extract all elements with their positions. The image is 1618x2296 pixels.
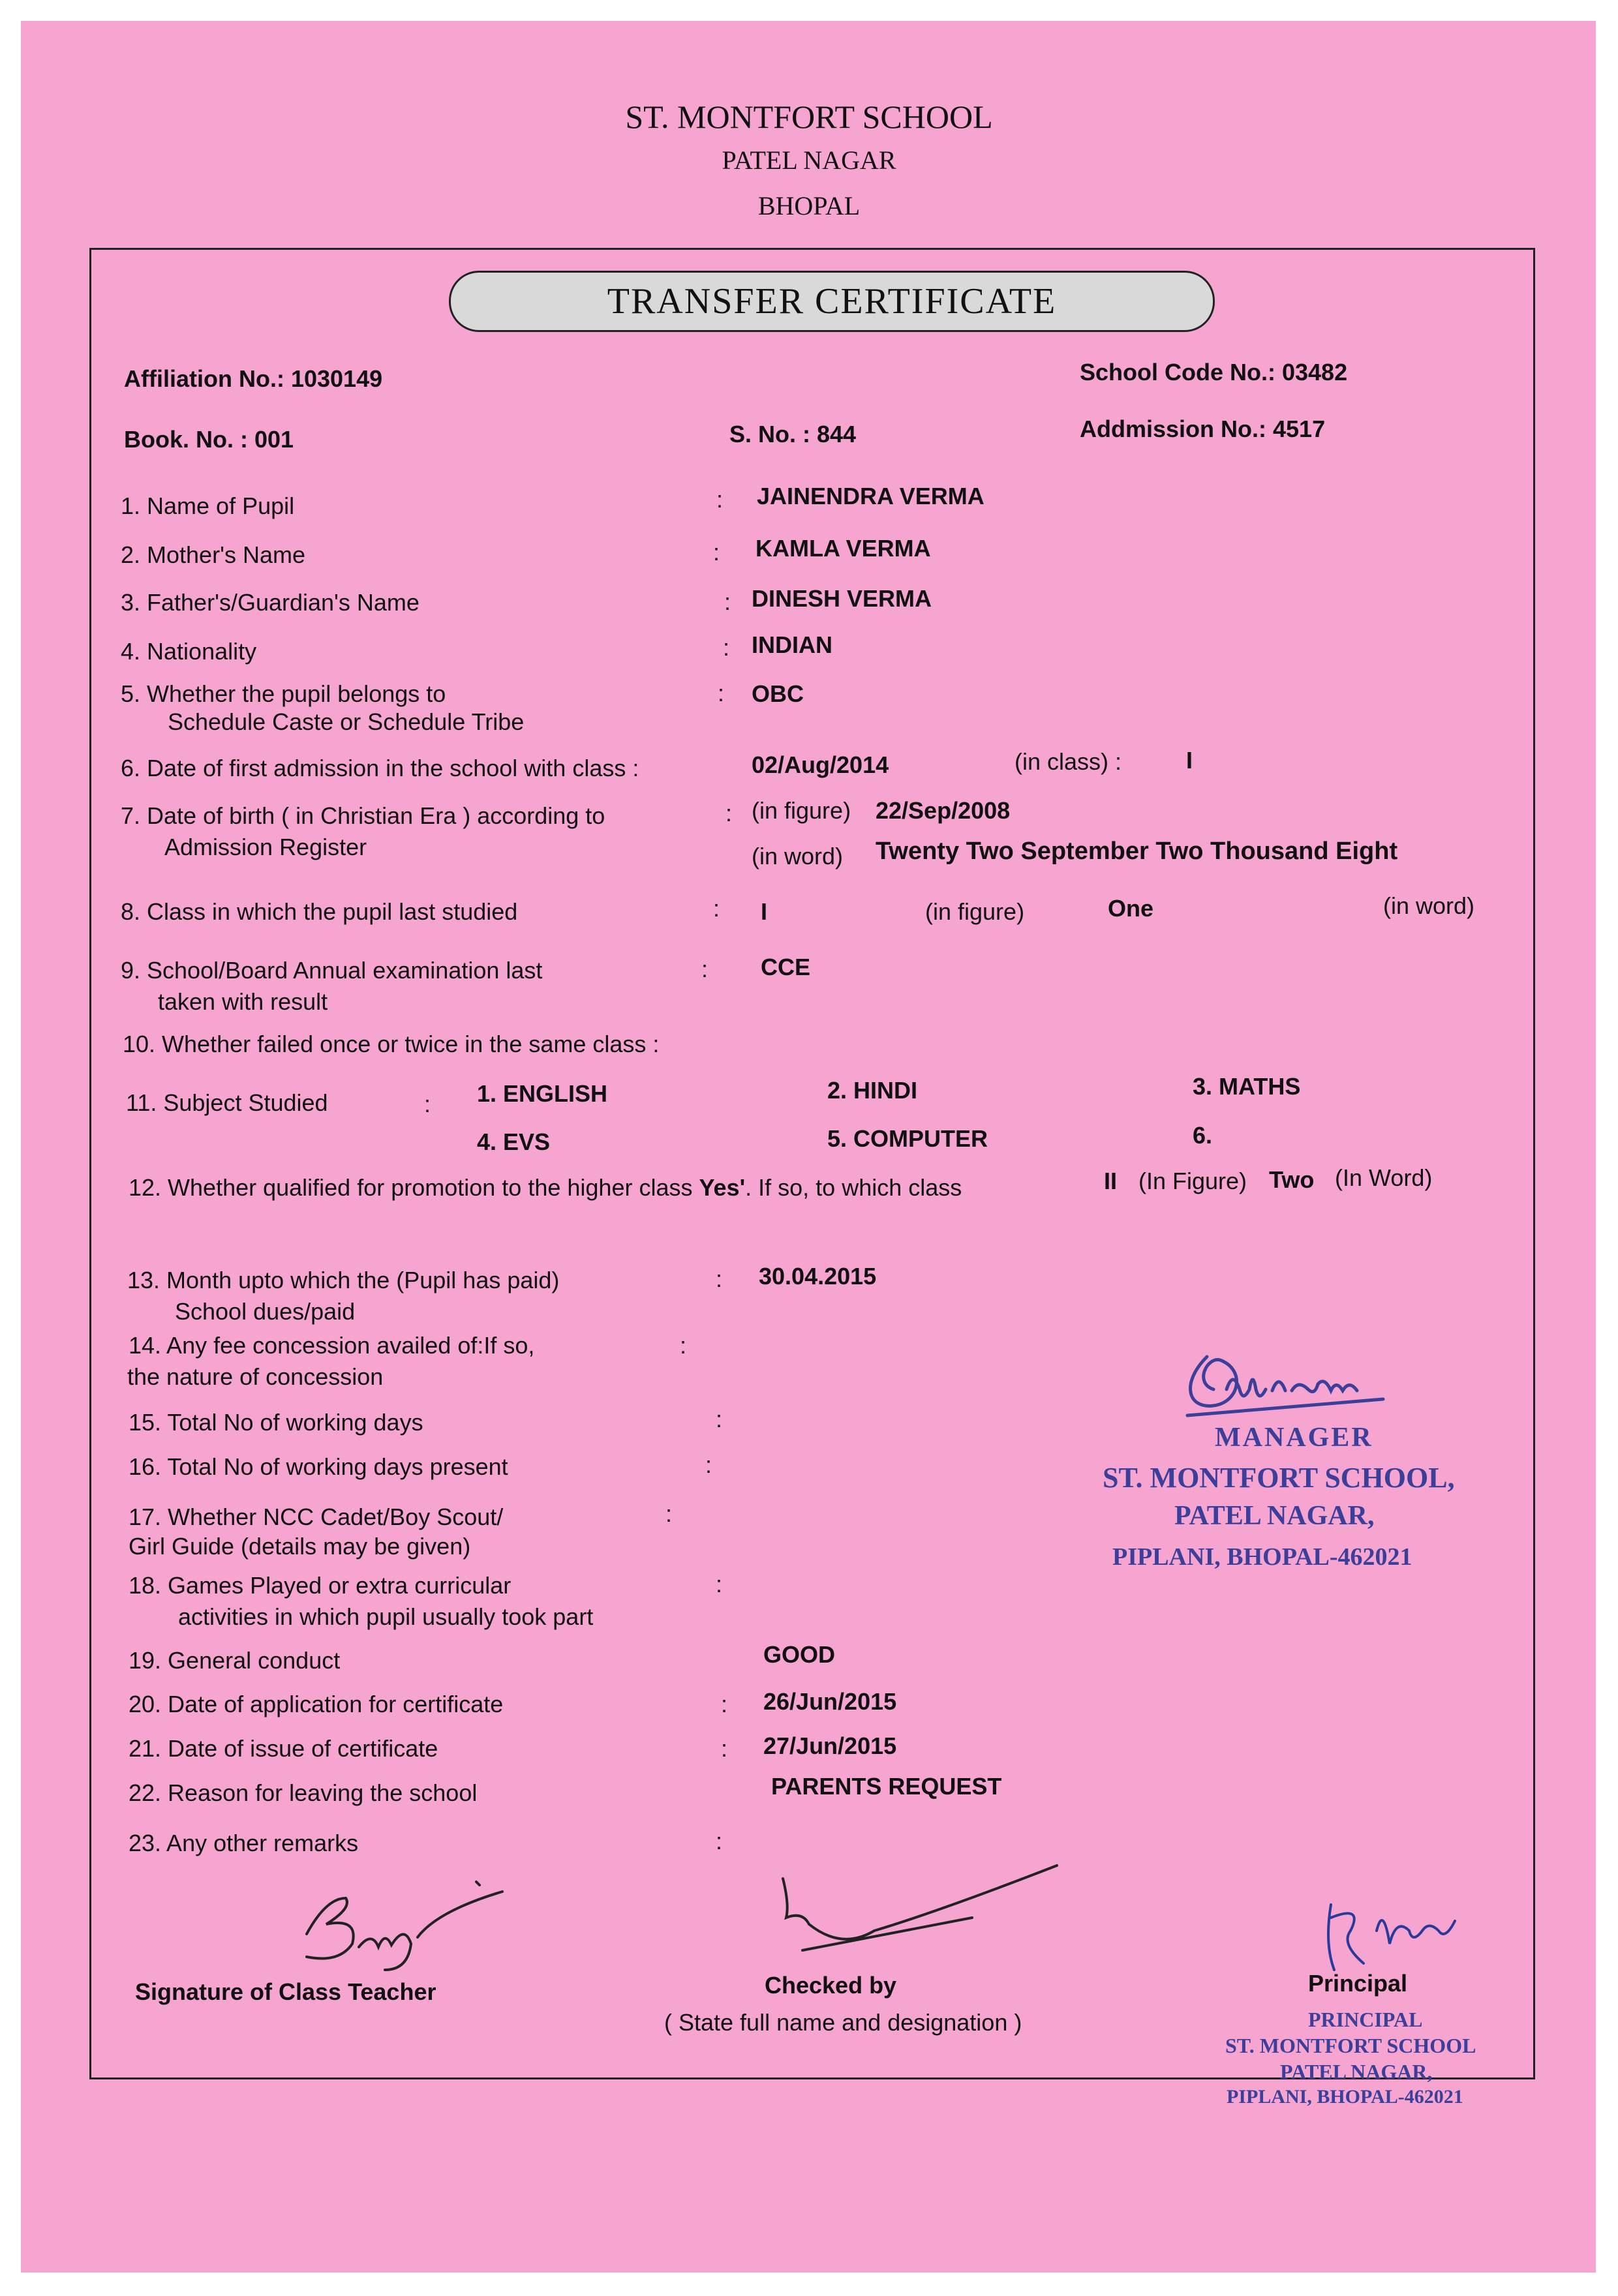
subject: 2. HINDI (827, 1077, 918, 1104)
item-label: 6. Date of first admission in the school with class : (121, 755, 639, 781)
item-label: 3. Father's/Guardian's Name (121, 589, 420, 616)
subject: 4. EVS (477, 1128, 551, 1155)
in-figure-label: (in figure) (752, 797, 851, 824)
promotion-answer: Yes' (699, 1174, 746, 1201)
school-city: BHOPAL (757, 191, 861, 220)
item-label: 5. Whether the pupil belongs to (121, 680, 446, 707)
item-label: 9. School/Board Annual examination last (121, 957, 543, 984)
school-code: School Code No.: 03482 (1080, 359, 1348, 385)
item-label: 23. Any other remarks (129, 1830, 359, 1856)
colon: : (716, 1571, 723, 1597)
in-word-label: (In Word) (1335, 1164, 1433, 1191)
in-word-label: (in word) (752, 843, 844, 869)
checked-by-signature (744, 1852, 1070, 1976)
general-conduct: GOOD (763, 1641, 836, 1668)
manager-stamp-school: ST. MONTFORT SCHOOL, (1103, 1462, 1455, 1494)
principal-stamp-city: PIPLANI, BHOPAL-462021 (1227, 2086, 1463, 2107)
item-label: 15. Total No of working days (129, 1409, 423, 1436)
promotion-class-word: Two (1269, 1166, 1315, 1193)
father-name: DINESH VERMA (752, 585, 932, 612)
class-teacher-signature (281, 1872, 515, 1983)
item-label: 1. Name of Pupil (121, 492, 295, 519)
serial-number: S. No. : 844 (729, 421, 857, 447)
issue-date: 27/Jun/2015 (763, 1732, 897, 1759)
item-label: 2. Mother's Name (121, 541, 305, 568)
item-label: 20. Date of application for certificate (129, 1691, 504, 1717)
item-label-cont: Girl Guide (details may be given) (129, 1533, 471, 1560)
subject: 3. MATHS (1193, 1073, 1301, 1100)
school-address-line: PATEL NAGAR (722, 145, 896, 175)
colon: : (721, 1691, 728, 1717)
in-class-label: (in class) : (1015, 748, 1122, 775)
item-label (129, 1174, 962, 1201)
mother-name: KAMLA VERMA (756, 535, 931, 562)
dues-paid-upto: 30.04.2015 (759, 1263, 877, 1290)
colon: : (424, 1091, 431, 1117)
first-admission-date: 02/Aug/2014 (752, 751, 889, 778)
item-label: 19. General conduct (129, 1647, 341, 1674)
principal-stamp-address: PATEL NAGAR, (1280, 2060, 1433, 2083)
colon: : (716, 1828, 723, 1854)
in-figure-label: (in figure) (925, 898, 1025, 925)
manager-stamp-address: PATEL NAGAR, (1174, 1501, 1375, 1531)
checked-by-note: ( State full name and designation ) (664, 2009, 1022, 2036)
checked-by-label: Checked by (765, 1972, 897, 1999)
item-label: 7. Date of birth ( in Christian Era ) according to (121, 802, 605, 829)
promotion-question: . If so, to which class (745, 1174, 962, 1201)
item-label: 14. Any fee concession availed of:If so, (129, 1332, 535, 1359)
manager-stamp-title: MANAGER (1215, 1423, 1373, 1453)
admission-number: Addmission No.: 4517 (1080, 415, 1326, 442)
promotion-class-figure: II (1104, 1168, 1118, 1194)
book-number: Book. No. : 001 (124, 426, 294, 453)
affiliation-number: Affiliation No.: 1030149 (124, 365, 383, 392)
last-class-figure: I (761, 898, 768, 925)
dob-word: Twenty Two September Two Thousand Eight (876, 838, 1398, 865)
item-label: 4. Nationality (121, 638, 257, 665)
application-date: 26/Jun/2015 (763, 1688, 897, 1715)
item-label-cont: Schedule Caste or Schedule Tribe (168, 708, 525, 735)
colon: : (701, 956, 709, 982)
exam-result: CCE (761, 954, 811, 980)
colon: : (705, 1451, 712, 1478)
leaving-reason: PARENTS REQUEST (771, 1773, 1002, 1800)
principal-signature (1305, 1892, 1474, 1983)
manager-signature (1168, 1344, 1403, 1428)
colon: : (716, 486, 724, 513)
colon: : (718, 680, 725, 706)
item-label: 17. Whether NCC Cadet/Boy Scout/ (129, 1503, 504, 1530)
principal-stamp-title: PRINCIPAL (1308, 2008, 1423, 2031)
item-label-cont: taken with result (158, 988, 328, 1015)
nationality: INDIAN (752, 631, 832, 658)
in-figure-label: (In Figure) (1138, 1168, 1247, 1194)
pupil-name: JAINENDRA VERMA (757, 483, 985, 509)
item-label: 11. Subject Studied (126, 1089, 328, 1116)
colon: : (680, 1332, 687, 1359)
dob-figure: 22/Sep/2008 (876, 797, 1011, 824)
principal-stamp-school: ST. MONTFORT SCHOOL (1225, 2034, 1476, 2057)
colon: : (723, 634, 730, 661)
caste-category: OBC (752, 680, 804, 707)
colon: : (713, 895, 720, 922)
colon: : (721, 1735, 728, 1762)
item-label-cont: Admission Register (164, 834, 367, 860)
principal-label: Principal (1308, 1970, 1408, 1997)
item-label: 10. Whether failed once or twice in the same class : (123, 1031, 660, 1057)
promotion-label: 12. Whether qualified for promotion to the higher class (129, 1174, 693, 1201)
colon: : (724, 588, 731, 615)
subject: 1. ENGLISH (477, 1080, 608, 1107)
certificate-title: TRANSFER CERTIFICATE (449, 271, 1215, 332)
item-label: 22. Reason for leaving the school (129, 1779, 478, 1806)
colon: : (725, 800, 733, 826)
item-label: 8. Class in which the pupil last studied (121, 898, 518, 925)
item-label-cont: School dues/paid (175, 1298, 356, 1325)
item-label-cont: the nature of concession (127, 1363, 384, 1390)
item-label: 16. Total No of working days present (129, 1453, 508, 1480)
last-class-word: One (1108, 895, 1154, 922)
in-word-label: (in word) (1383, 892, 1475, 919)
class-teacher-signature-label: Signature of Class Teacher (135, 1978, 436, 2005)
subject: 6. (1193, 1122, 1213, 1149)
colon: : (713, 539, 720, 566)
colon: : (716, 1265, 723, 1292)
school-name: ST. MONTFORT SCHOOL (625, 98, 993, 135)
colon: : (716, 1406, 723, 1432)
subject: 5. COMPUTER (827, 1125, 988, 1152)
admission-class: I (1186, 747, 1193, 774)
item-label-cont: activities in which pupil usually took part (178, 1603, 594, 1630)
item-label: 21. Date of issue of certificate (129, 1735, 438, 1762)
manager-stamp-city: PIPLANI, BHOPAL-462021 (1112, 1543, 1412, 1571)
item-label: 13. Month upto which the (Pupil has paid) (127, 1267, 560, 1293)
item-label: 18. Games Played or extra curricular (129, 1572, 511, 1599)
colon: : (665, 1500, 673, 1527)
